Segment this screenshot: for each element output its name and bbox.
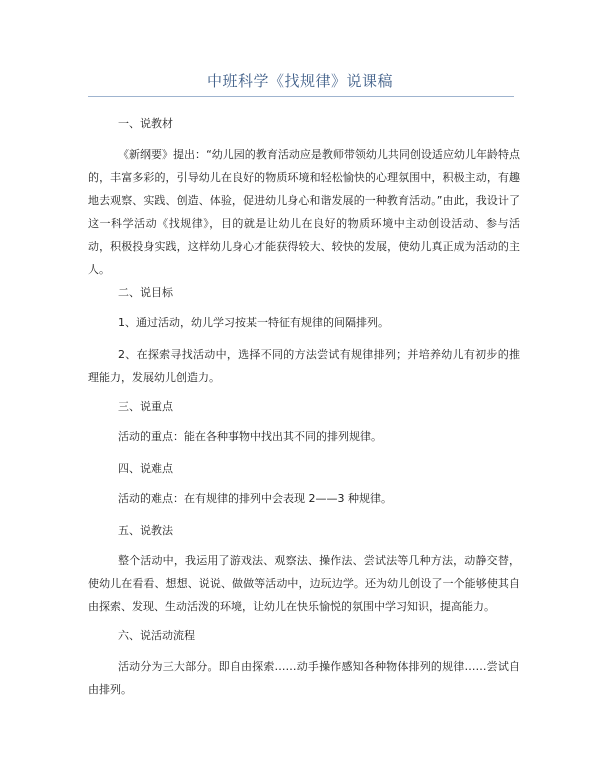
section-heading-teaching-method: 五、说教法 <box>118 524 173 537</box>
section-heading-difficulty: 四、说难点 <box>118 462 173 475</box>
section-paragraph-textbook: 《新纲要》提出：“幼儿园的教育活动应是教师带领幼儿共同创设适应幼儿年龄特点的，丰富多彩的，引导幼儿在良好的物质环境和轻松愉快的心理氛围中，积极主动，有趣地去观察、实践、创造、体验，促进幼儿身心和谐发展的一种教育活动。”由此，我设计了这一科学活动《找规律》，目的就是让幼儿在良好的物质环境中主动创设活动、参与活动，积极投身实践，这样幼儿身心才能获得较大、较快的发展，使幼儿真正成为活动的主人。 <box>88 148 520 276</box>
key-point-text: 活动的重点：能在各种事物中找出其不同的排列规律。 <box>118 430 382 443</box>
section-heading-activity-flow: 六、说活动流程 <box>118 629 195 642</box>
teaching-method-text: 整个活动中，我运用了游戏法、观察法、操作法、尝试法等几种方法，动静交替，使幼儿在看看、想想、说说、做做等活动中，边玩边学。还为幼儿创设了一个能够使其自由探索、发现、生动活泼的环境，让幼儿在快乐愉悦的氛围中学习知识，提高能力。 <box>88 554 520 613</box>
section-heading-key-point: 三、说重点 <box>118 400 173 413</box>
goal-item-1: 1、通过活动，幼儿学习按某一特征有规律的间隔排列。 <box>118 316 389 329</box>
activity-flow-text: 活动分为三大部分。即自由探索……动手操作感知各种物体排列的规律……尝试自由排列。 <box>88 660 520 696</box>
goal-item-2: 2、在探索寻找活动中，选择不同的方法尝试有规律排列；并培养幼儿有初步的推理能力，发展幼儿创造力。 <box>88 348 520 384</box>
section-heading-textbook: 一、说教材 <box>118 117 173 130</box>
title-divider <box>88 96 514 97</box>
document-title: 中班科学《找规律》说课稿 <box>206 72 393 90</box>
section-heading-goals: 二、说目标 <box>118 286 173 299</box>
difficulty-text: 活动的难点：在有规律的排列中会表现 2——3 种规律。 <box>118 492 392 505</box>
